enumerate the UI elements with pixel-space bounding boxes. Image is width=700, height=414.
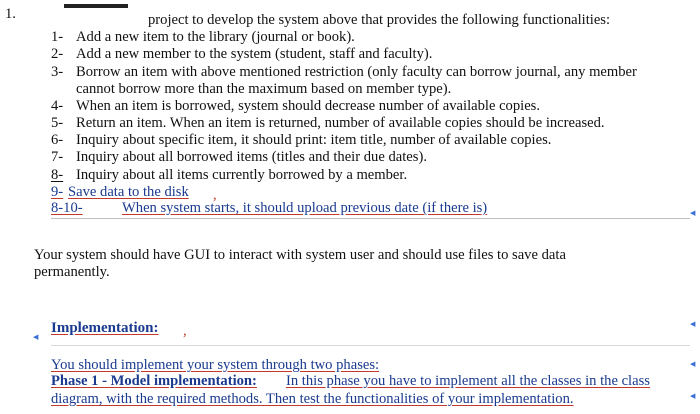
- phase-label: Phase 1 - Model implementation:: [51, 373, 257, 389]
- implementation-line: diagram, with the required methods. Then test the functionalities of your implementation.: [51, 391, 574, 407]
- intro-text: project to develop the system above that provides the following functionalities:: [148, 12, 611, 28]
- gui-paragraph-line: Your system should have GUI to interact with system user and should use files to save data: [34, 247, 566, 263]
- list-item-number: 3-: [51, 64, 64, 80]
- list-item: Add a new member to the system (student, staff and faculty).: [76, 46, 433, 62]
- comma-mark: ,: [183, 323, 187, 339]
- list-item-number: 6-: [51, 132, 64, 148]
- list-item-number: 1-: [51, 29, 64, 45]
- list-item-continuation: cannot borrow more than the maximum based on member type).: [76, 81, 452, 97]
- change-marker-icon: ◀: [690, 360, 696, 368]
- question-number: 1.: [5, 6, 16, 22]
- change-marker-icon: ◀: [690, 320, 696, 328]
- implementation-line: You should implement your system through two phases:: [51, 357, 380, 373]
- change-marker-icon: ◀: [33, 333, 39, 341]
- list-item-tracked-change: Save data to the disk: [68, 184, 189, 200]
- change-marker-icon: ◀: [690, 392, 696, 400]
- gui-paragraph-line: permanently.: [34, 264, 110, 280]
- list-item: Add a new item to the library (journal or book).: [76, 29, 355, 45]
- cropped-heading-fragment: [64, 4, 128, 8]
- implementation-line: In this phase you have to implement all the classes in the class: [286, 373, 650, 389]
- list-item: Return an item. When an item is returned, number of available copies should be increased.: [76, 115, 605, 131]
- list-item: Borrow an item with above mentioned restriction (only faculty can borrow journal, any member: [76, 64, 637, 80]
- list-item-number: 9-: [51, 184, 64, 200]
- list-item-number: 5-: [51, 115, 64, 131]
- comma-mark: ,: [213, 187, 217, 203]
- list-item: Inquiry about specific item, it should print: item title, number of available copies.: [76, 132, 552, 148]
- list-item-tracked-change: When system starts, it should upload previous date (if there is): [122, 200, 488, 216]
- list-item: Inquiry about all items currently borrowed by a member.: [76, 167, 408, 183]
- divider: [51, 345, 690, 346]
- list-item-number: 7-: [51, 149, 64, 165]
- list-item-number: 2-: [51, 46, 64, 62]
- change-marker-icon: ◀: [690, 209, 696, 217]
- list-item: Inquiry about all borrowed items (titles and their due dates).: [76, 149, 427, 165]
- list-item-number: 4-: [51, 98, 64, 114]
- implementation-heading: Implementation:: [51, 320, 159, 336]
- list-item: When an item is borrowed, system should decrease number of available copies.: [76, 98, 541, 114]
- change-bar: [51, 218, 690, 219]
- list-item-number: 8-: [51, 167, 64, 183]
- list-item-number: 8-10-: [51, 200, 83, 216]
